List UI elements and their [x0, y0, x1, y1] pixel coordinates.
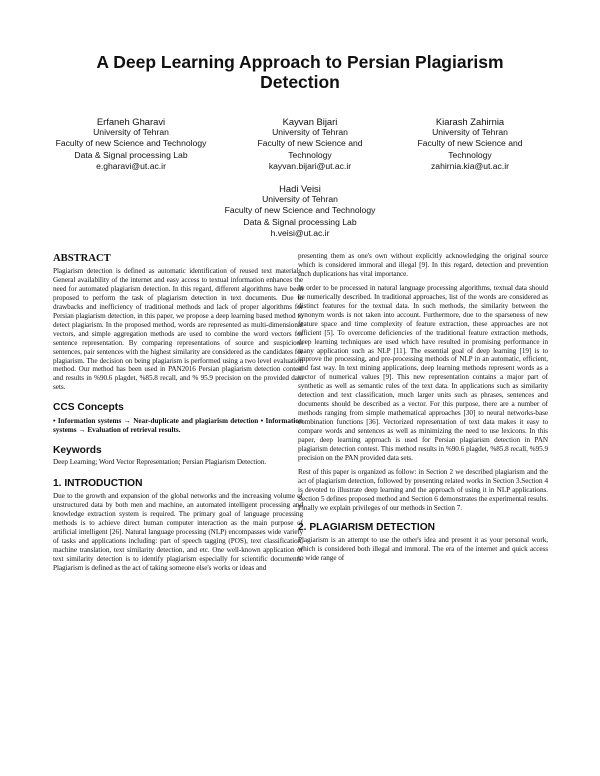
author-affiliation: University of Tehran [262, 194, 338, 205]
author-email: e.gharavi@ut.ac.ir [96, 160, 166, 171]
author-email: h.veisi@ut.ac.ir [270, 227, 330, 238]
keywords-text: Deep Learning; Word Vector Representation; Persian Plagiarism Detection. [53, 458, 267, 467]
introduction-text: Due to the growth and expansion of the global networks and the increasing volume of unstructured data by both men and machine, an automated intelligent processing and knowledge extraction system is required. The primary goal of language processing methods is to achieve direct human computer interaction as the main purpose of artificial intelligent [26]. Natural language processing (NLP) encompasses wide variety of tasks and applications including: part of speech tagging (POS), text classification, machine translation, text similarity detection, and etc. One well-known application of text similarity detection is to identify plagiarism especially for scientific documents. Plagiarism is defined as the act of taking someone else's works or ideas and [53, 492, 303, 572]
intro-continued-paragraph: presenting them as one's own without explicitly acknowledging the original source which is considered immoral and illegal [9]. In this regard, detection and prevention such duplications has vital importance. [298, 252, 548, 278]
author-affiliation: University of Tehran [272, 127, 348, 138]
right-column [298, 252, 548, 563]
author-affiliation: Technology [448, 149, 492, 160]
author-affiliation: Data & Signal processing Lab [243, 216, 357, 227]
keywords-heading: Keywords [53, 445, 102, 457]
author-affiliation: Faculty of new Science and [257, 138, 363, 149]
introduction-heading: 1. INTRODUCTION [53, 478, 143, 490]
intro-paragraph-3: Rest of this paper is organized as follow: in Section 2 we described plagiarism and the act of plagiarism detection, followed by presenting related works in Section 3.Section 4 is devoted to illustrate deep learning and the approach of using it in NLP applications. Section 5 defines proposed method and Section 6 demonstrates the experimental results. Finally we explain privileges of our methods in Section 7. [298, 467, 548, 512]
author-email: zahirnia.kia@ut.ac.ir [431, 160, 509, 171]
author-block-4 [215, 183, 385, 239]
author-name: Hadi Veisi [279, 183, 321, 194]
title-line-2: Detection [260, 72, 340, 92]
section2-text: Plagiarism is an attempt to use the other's idea and present it as your personal work, which is considered both illegal and immoral. The era of the internet and quick access to wide range of [298, 535, 548, 562]
author-affiliation: Faculty of new Science and Technology [224, 205, 376, 216]
intro-paragraph-2: In order to be processed in natural language processing algorithms, textual data should be numerically described. In traditional approaches, list of the words are considered as distinct features for the textual data. In such methods, the similarity between the synonym words is not taken into account. Furthermore, due to the sparseness of new feature space and time complexity of feature extraction, these approaches are not efficient [5]. To overcome deficiencies of the traditional feature extraction methods, deep learning techniques are used which have resulted in promising performance in many application such as NLP [11]. The essential goal of deep learning [19] is to improve the processing, and pre-processing methods of NLP in an automatic, efficient, and fast way. In text mining applications, deep learning methods represent words as a vector of numerical values [9]. This new representation contains a major part of synthetic as well as semantic rules of the text data. In applications such as similarity detection and text classification, much larger units such as phrases, sentences and documents should be described as a vector. For this purpose, there are a number of methods ranging from simple mathematical approaches [30] to neural networks-base combination functions [36]. Vectorized representation of text data makes it easy to compare words and sentences as well as minimizing the need to use lexicons. In this paper, deep learning approach is used for Persian plagiarism detection in PAN plagiarism detection contest. This method results in %90.6 plagdet, %85.8 recall, %95.9 precision on the PAN provided data sets. [298, 283, 548, 462]
author-affiliation: Data & Signal processing Lab [74, 149, 188, 160]
author-name: Kiarash Zahirnia [435, 116, 505, 127]
left-column [53, 252, 303, 573]
author-affiliation: Faculty of new Science and [417, 138, 523, 149]
author-affiliation: Faculty of new Science and Technology [55, 138, 207, 149]
section2-heading: 2. PLAGIARISM DETECTION [298, 521, 435, 533]
ccs-text: • Information systems → Near-duplicate and plagiarism detection • Information systems → Evaluation of retrieval results. [53, 417, 303, 435]
author-affiliation: University of Tehran [432, 127, 508, 138]
author-name: Erfaneh Gharavi [96, 116, 166, 127]
author-email: kayvan.bijari@ut.ac.ir [268, 160, 352, 171]
author-block-1 [48, 116, 214, 172]
ccs-heading: CCS Concepts [53, 402, 124, 414]
title-line-1: A Deep Learning Approach to Persian Plagiarism [96, 52, 504, 72]
author-affiliation: Technology [288, 149, 332, 160]
author-affiliation: University of Tehran [93, 127, 169, 138]
abstract-heading: ABSTRACT [53, 253, 111, 264]
abstract-text: Plagiarism detection is defined as automatic identification of reused text materials. General availability of the internet and easy access to textual information enhances the need for automated plagiarism detection. In this regard, different algorithms have been proposed to perform the task of plagiarism detection in text documents. Due to drawbacks and inefficiency of traditional methods and lack of proper algorithms for Persian plagiarism detection, in this paper, we propose a deep learning based method to detect plagiarism. In the proposed method, words are represented as multi-dimensional vectors, and simple aggregation methods are used to combine the word vectors for sentence representation. By comparing representations of source and suspicious sentences, pair sentences with the highest similarity are considered as the candidates for plagiarism. The decision on being plagiarism is performed using a two level evaluation method. Our method has been used in PAN2016 Persian plagiarism detection contest and results in %90.6 plagdet, %85.8 recall, and % 95.9 precision on the provided data sets. [53, 267, 303, 392]
author-block-2 [240, 116, 380, 172]
paper-title [60, 52, 540, 92]
author-block-3 [395, 116, 545, 172]
author-name: Kayvan Bijari [282, 116, 338, 127]
